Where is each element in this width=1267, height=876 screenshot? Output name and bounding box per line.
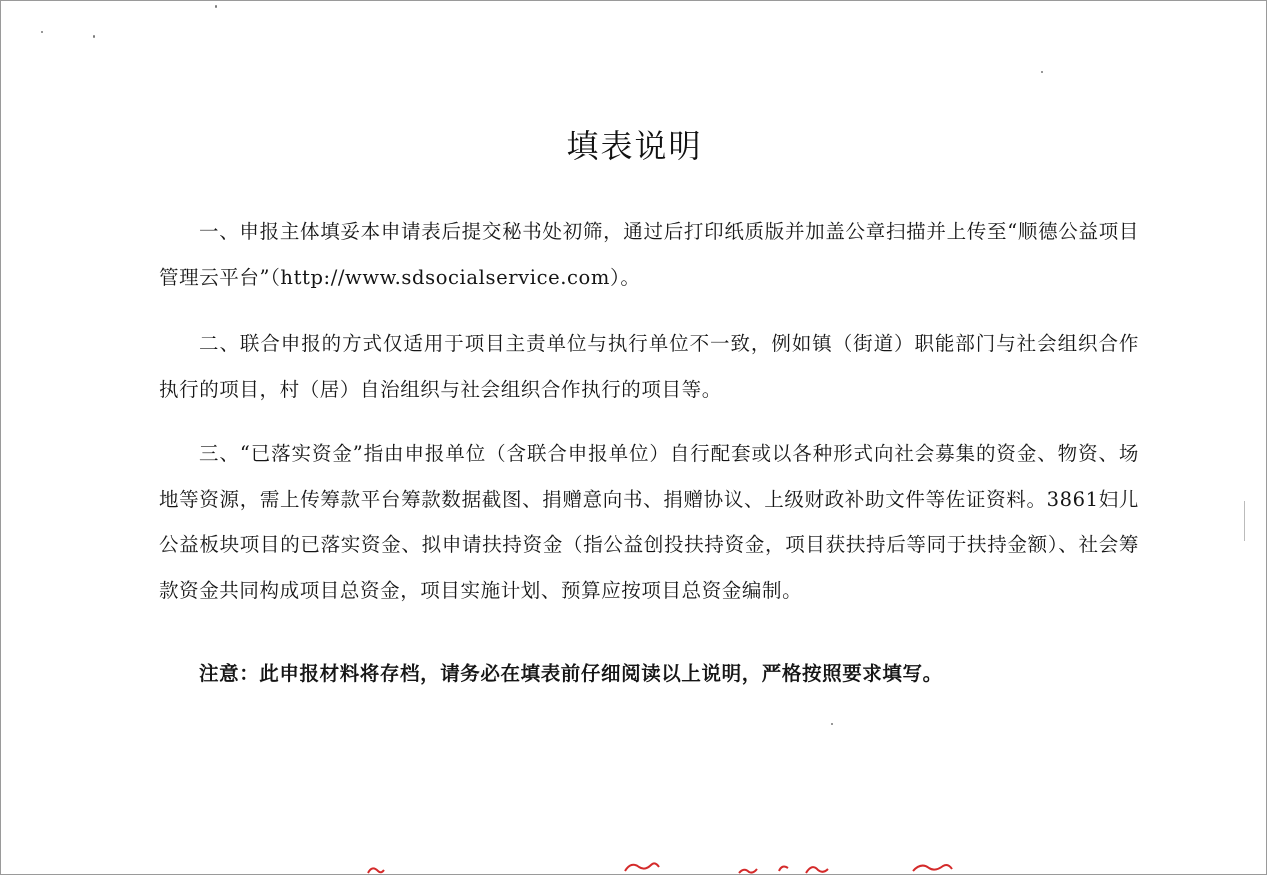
stamp-mark <box>625 863 659 871</box>
stamp-mark <box>806 867 828 873</box>
scan-speck <box>831 723 833 725</box>
notice-text: 注意：此申报材料将存档，请务必在填表前仔细阅读以上说明，严格按照要求填写。 <box>199 662 943 685</box>
scan-speck <box>1041 71 1043 73</box>
instruction-paragraph-3: 三、“已落实资金”指由申报单位（含联合申报单位）自行配套或以各种形式向社会募集的资金、物资、场地等资源，需上传筹款平台筹款数据截图、捐赠意向书、捐赠协议、上级财政补助文件等佐证资料。3861妇儿公益板块项目的已落实资金、拟申请扶持资金（指公益创投扶持资金，项目获扶持后等同于扶持金额）、社会筹款资金共同构成项目总资金，项目实施计划、预算应按项目总资金编制。 <box>159 442 1139 602</box>
stamp-fragment <box>1 851 1267 876</box>
stamp-mark <box>368 868 384 873</box>
stamp-mark <box>779 867 788 871</box>
stamp-mark <box>913 865 952 871</box>
scan-speck <box>41 31 43 33</box>
scan-speck <box>215 5 217 8</box>
instruction-paragraph-1: 一、申报主体填妥本申请表后提交秘书处初筛，通过后打印纸质版并加盖公章扫描并上传至“顺德公益项目管理云平台”（http://www.sdsocialservice.com）。 <box>159 220 1139 289</box>
scan-speck <box>93 35 95 38</box>
page-title: 填表说明 <box>566 127 703 165</box>
scan-speck <box>1244 501 1245 541</box>
instruction-paragraph-2: 二、联合申报的方式仅适用于项目主责单位与执行单位不一致，例如镇（街道）职能部门与社会组织合作执行的项目，村（居）自治组织与社会组织合作执行的项目等。 <box>159 332 1139 401</box>
stamp-mark <box>739 869 757 873</box>
